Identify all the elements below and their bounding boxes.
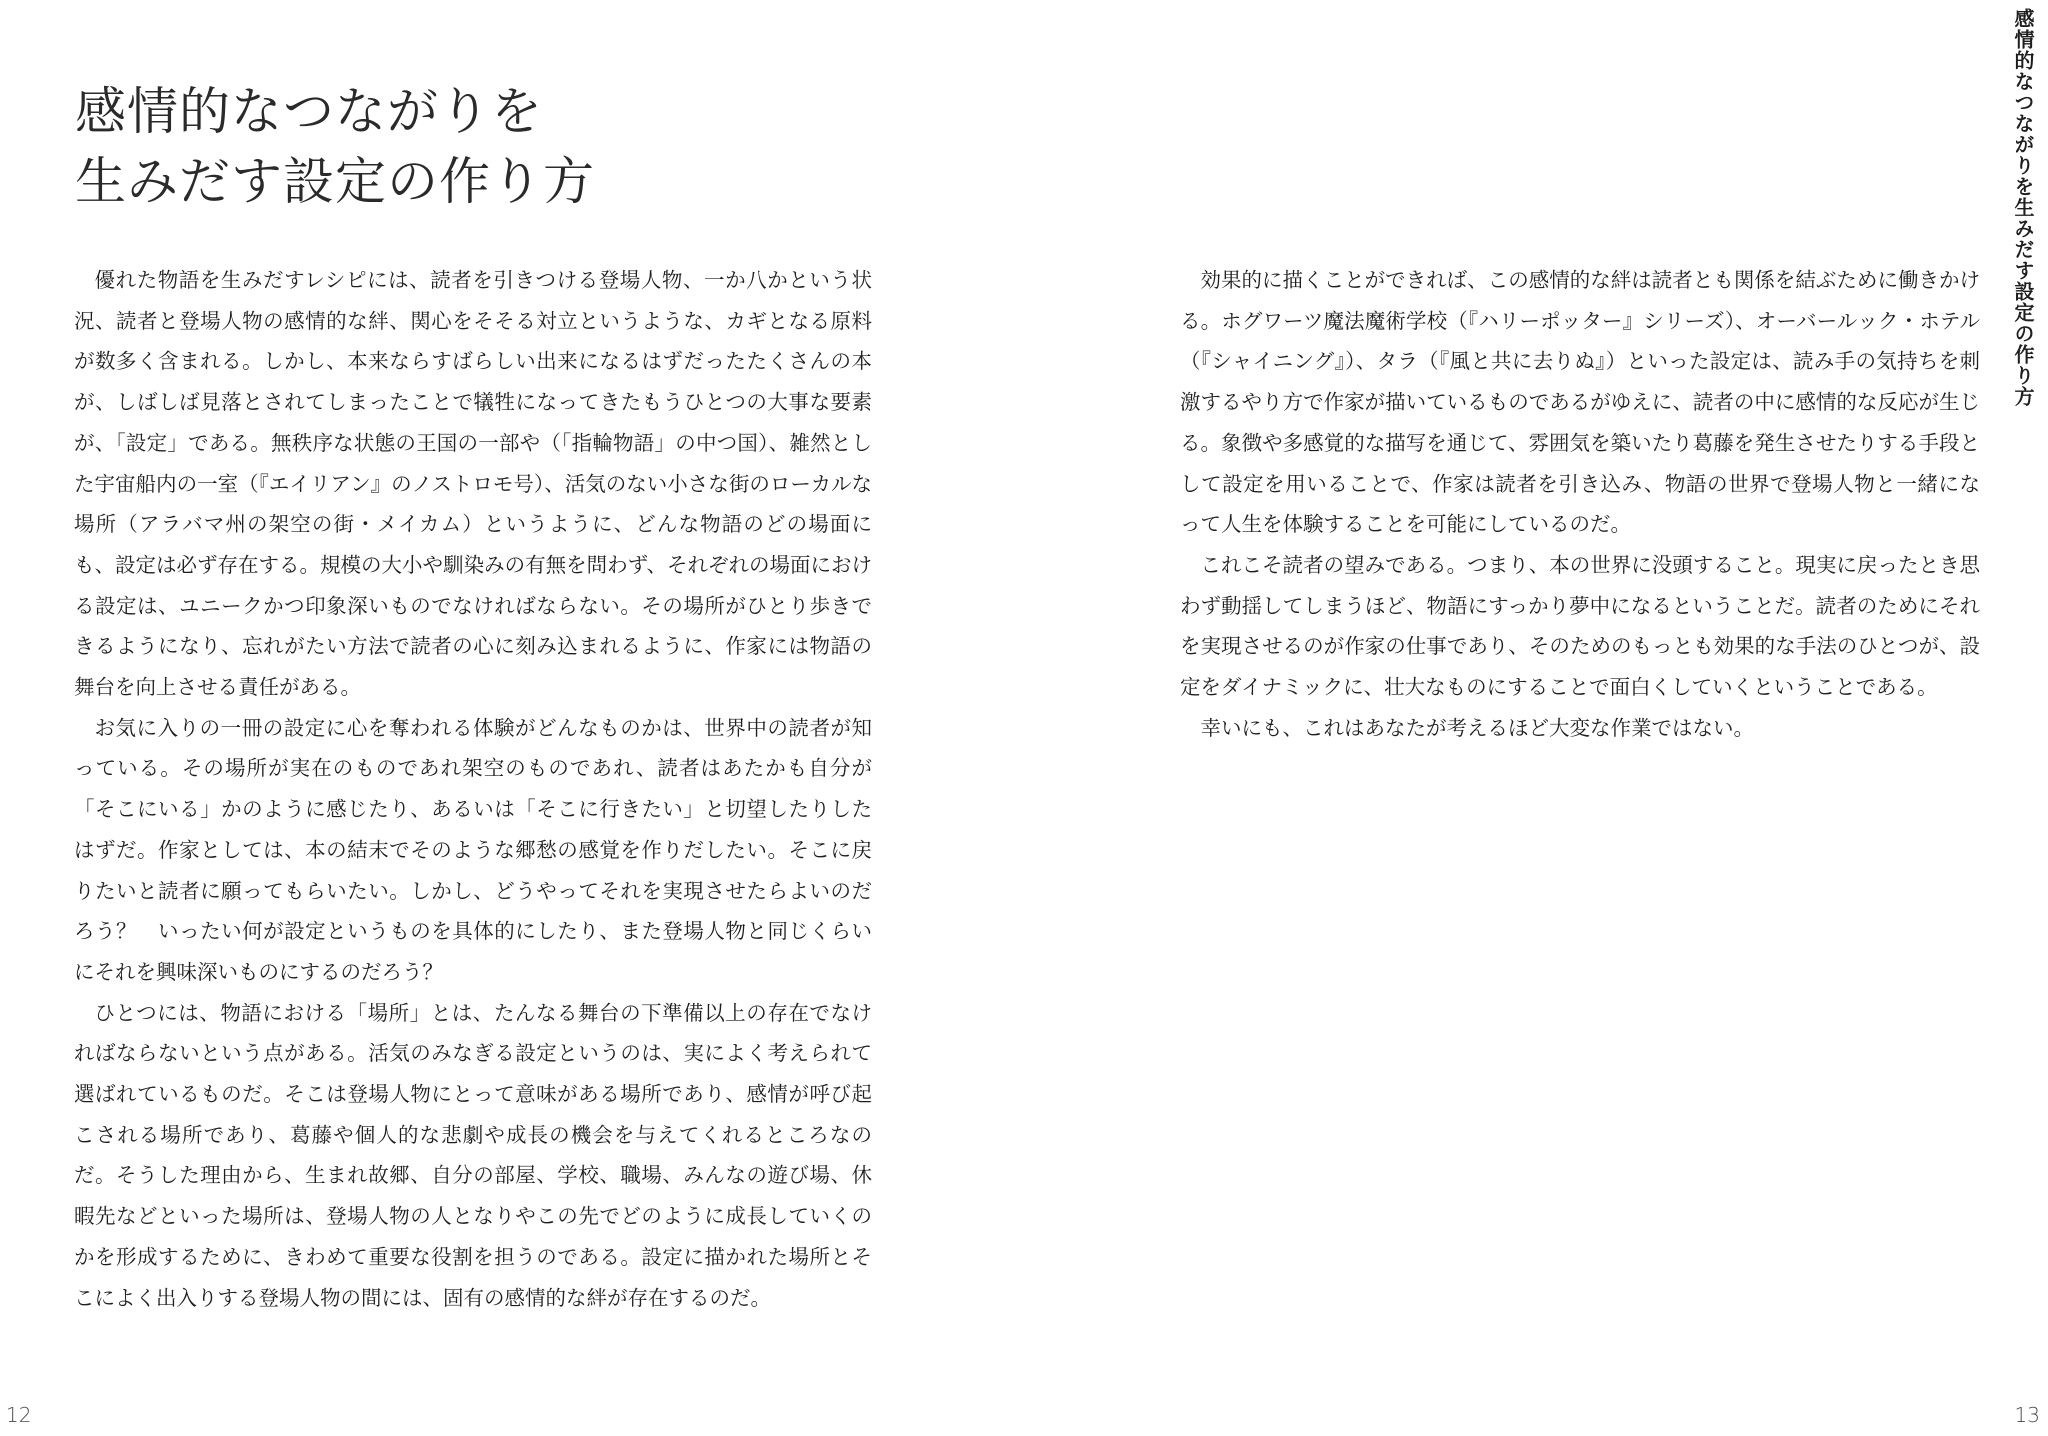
chapter-title xyxy=(75,78,595,218)
body-paragraph: 効果的に描くことができれば、この感情的な絆は読者とも関係を結ぶために働きかける。ホグワーツ魔法魔術学校（『ハリーポッター』シリーズ）、オーバールック・ホテル（『シャイニング』）、タラ（『風と共に去りぬ』）といった設定は、読み手の気持ちを刺激するやり方で作家が描いているものであるがゆえに、読者の中に感情的な反応が生じる。象徴や多感覚的な描写を通じて、雰囲気を築いたり葛藤を発生させたりする手段として設定を用いることで、作家は読者を引き込み、物語の世界で登場人物と一緒になって人生を体験することを可能にしているのだ。 xyxy=(1180,268,1980,537)
page-number-left: 12 xyxy=(6,1403,32,1427)
body-paragraph: これこそ読者の望みである。つまり、本の世界に没頭すること。現実に戻ったとき思わず動揺してしまうほど、物語にすっかり夢中になるということだ。読者のためにそれを実現させるのが作家の仕事であり、そのためのもっとも効果的な手法のひとつが、設定をダイナミックに、壮大なものにすることで面白くしていくということである。 xyxy=(1180,552,1980,700)
chapter-title-line-1: 感情的なつながりを xyxy=(75,83,544,142)
body-paragraph: 幸いにも、これはあなたが考えるほど大変な作業ではない。 xyxy=(1200,715,1754,740)
page-number-right: 13 xyxy=(2014,1403,2040,1427)
running-head: 感情的なつながりを生みだす設定の作り方 xyxy=(2011,8,2035,407)
chapter-title-line-2: 生みだす設定の作り方 xyxy=(75,153,596,212)
right-page-body xyxy=(1180,260,1980,748)
body-paragraph: 優れた物語を生みだすレシピには、読者を引きつける登場人物、一か八かという状況、読者と登場人物の感情的な絆、関心をそそる対立というような、カギとなる原料が数多く含まれる。しかし、本来ならすばらしい出来になるはずだったたくさんの本が、しばしば見落とされてしまったことで犠牲になってきたもうひとつの大事な要素が、「設定」である。無秩序な状態の王国の一部や（「指輪物語」の中つ国）、雑然とした宇宙船内の一室（『エイリアン』のノストロモ号）、活気のない小さな街のローカルな場所（アラバマ州の架空の街・メイカム）というように、どんな物語のどの場面にも、設定は必ず存在する。規模の大小や馴染みの有無を問わず、それぞれの場面における設定は、ユニークかつ印象深いものでなければならない。その場所がひとり歩きできるようになり、忘れがたい方法で読者の心に刻み込まれるように、作家には物語の舞台を向上させる責任がある。 xyxy=(74,268,872,700)
body-paragraph: お気に入りの一冊の設定に心を奪われる体験がどんなものかは、世界中の読者が知っている。その場所が実在のものであれ架空のものであれ、読者はあたかも自分が「そこにいる」かのように感じたり、あるいは「そこに行きたい」と切望したりしたはずだ。作家としては、本の結末でそのような郷愁の感覚を作りだしたい。そこに戻りたいと読者に願ってもらいたい。しかし、どうやってそれを実現させたらよいのだろう？ いったい何が設定というものを具体的にしたり、また登場人物と同じくらいにそれを興味深いものにするのだろう？ xyxy=(74,715,872,984)
left-page-body xyxy=(74,260,872,1318)
body-paragraph: ひとつには、物語における「場所」とは、たんなる舞台の下準備以上の存在でなければならないという点がある。活気のみなぎる設定というのは、実によく考えられて選ばれているものだ。そこは登場人物にとって意味がある場所であり、感情が呼び起こされる場所であり、葛藤や個人的な悲劇や成長の機会を与えてくれるところなのだ。そうした理由から、生まれ故郷、自分の部屋、学校、職場、みんなの遊び場、休暇先などといった場所は、登場人物の人となりやこの先でどのように成長していくのかを形成するために、きわめて重要な役割を担うのである。設定に描かれた場所とそこによく出入りする登場人物の間には、固有の感情的な絆が存在するのだ。 xyxy=(74,1000,872,1310)
